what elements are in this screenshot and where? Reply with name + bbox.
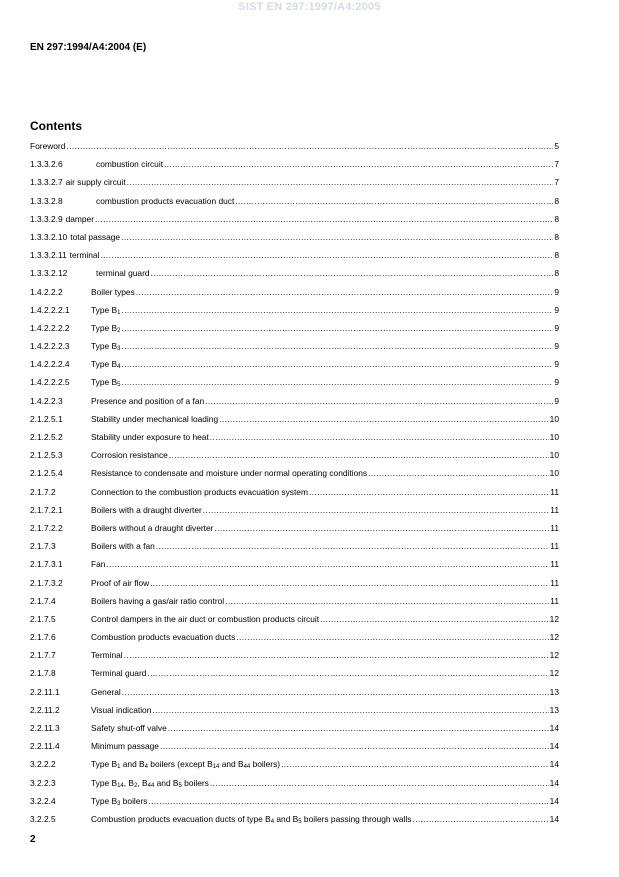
toc-entry[interactable] — [30, 646, 559, 664]
toc-entry-page: 12 — [549, 668, 559, 679]
toc-entry-title: Type $B_3$ boilers — [91, 795, 148, 807]
toc-entry-page: 14 — [549, 795, 559, 806]
toc-entry-title: damper — [65, 213, 95, 224]
toc-entry-title: air supply circuit — [65, 177, 126, 188]
toc-entry-title: Fan — [91, 559, 106, 570]
toc-entry-number: 2.2.11.1 — [30, 686, 60, 697]
toc-entry-title: Corrosion resistance — [91, 450, 168, 461]
toc-entry-page: 9 — [554, 395, 559, 406]
toc-entry-page: 11 — [550, 522, 559, 533]
toc-entry[interactable] — [30, 392, 559, 410]
toc-entry[interactable] — [30, 683, 559, 701]
toc-entry-page: 10 — [549, 432, 559, 442]
document-id-header: EN 297:1994/A4:2004 (E) — [30, 42, 147, 53]
toc-entry[interactable] — [30, 355, 559, 373]
toc-entry-title: Safety shut-off valve — [91, 723, 167, 733]
toc-entry-number: 1.4.2.2.2.4 — [30, 359, 70, 370]
toc-entry-title: Connection to the combustion products evacuation system — [91, 486, 308, 497]
toc-entry-title: Terminal — [91, 650, 123, 661]
toc-entry-page: 11 — [550, 559, 559, 570]
toc-entry[interactable] — [30, 173, 559, 191]
toc-entry[interactable] — [30, 755, 559, 773]
toc-entry-number: 1.3.3.2.8 — [30, 195, 63, 206]
toc-entry-title: combustion circuit — [96, 159, 164, 170]
toc-dot-leader — [368, 464, 549, 482]
toc-entry-title: Boilers with a draught diverter — [91, 504, 202, 515]
toc-entry-title: Minimum passage — [91, 741, 159, 752]
toc-dot-leader — [281, 755, 549, 773]
toc-entry-title: terminal guard — [96, 268, 150, 279]
toc-entry-number: 1.4.2.2.2.2 — [30, 322, 70, 333]
toc-entry-number: 1.3.3.2.11 — [30, 250, 67, 261]
toc-entry-number: 1.3.3.2.9 — [30, 213, 63, 224]
toc-dot-leader — [152, 701, 548, 719]
toc-dot-leader — [203, 501, 550, 519]
toc-dot-leader — [100, 246, 553, 264]
toc-entry-number: 1.4.2.2.3 — [30, 395, 63, 406]
toc-entry[interactable] — [30, 483, 559, 501]
toc-dot-leader — [148, 792, 548, 810]
toc-entry-number: 2.1.7.7 — [30, 650, 56, 661]
toc-entry-page: 13 — [549, 686, 559, 697]
toc-entry[interactable] — [30, 446, 559, 464]
toc-entry-number: 2.1.7.3.1 — [30, 559, 63, 570]
toc-entry-number: 2.1.7.4 — [30, 595, 56, 606]
toc-entry-number: 2.1.7.8 — [30, 668, 56, 679]
toc-dot-leader — [127, 173, 554, 191]
toc-entry-title: Terminal guard — [91, 668, 147, 679]
toc-entry[interactable] — [30, 628, 559, 646]
toc-dot-leader — [412, 810, 548, 828]
toc-dot-leader — [156, 537, 550, 555]
toc-entry[interactable] — [30, 610, 559, 628]
toc-entry-title: Visual indication — [91, 704, 152, 715]
toc-entry-page: 10 — [549, 413, 559, 424]
toc-entry-title: Boiler types — [91, 286, 135, 297]
toc-entry-page: 14 — [549, 813, 559, 824]
toc-dot-leader — [122, 683, 549, 701]
toc-entry-title: Combustion products evacuation ducts — [91, 632, 236, 643]
toc-entry[interactable] — [30, 155, 559, 173]
toc-entry-number: 3.2.2.5 — [30, 813, 56, 824]
page-number: 2 — [30, 834, 36, 845]
toc-dot-leader — [309, 483, 549, 501]
toc-dot-leader — [121, 373, 553, 391]
toc-dot-leader — [320, 610, 549, 628]
toc-entry-number: 2.1.2.5.3 — [30, 450, 63, 461]
toc-dot-leader — [214, 519, 549, 537]
toc-entry-title: total passage — [70, 231, 121, 242]
toc-dot-leader — [205, 392, 553, 410]
toc-entry[interactable] — [30, 246, 559, 264]
toc-entry-number: 3.2.2.3 — [30, 777, 56, 788]
toc-entry[interactable] — [30, 192, 559, 210]
toc-dot-leader — [147, 664, 548, 682]
toc-entry-page: 12 — [549, 650, 559, 661]
toc-entry-page: 14 — [549, 741, 559, 752]
toc-entry-page: 12 — [549, 632, 559, 643]
toc-dot-leader — [150, 574, 549, 592]
toc-dot-leader — [235, 192, 553, 210]
toc-dot-leader — [168, 719, 549, 737]
toc-entry-title: Stability under exposure to heat — [91, 432, 209, 442]
toc-entry[interactable] — [30, 574, 559, 592]
toc-entry-number: 2.1.7.6 — [30, 632, 56, 643]
toc-entry-page: 8 — [554, 195, 559, 206]
toc-dot-leader — [169, 446, 549, 464]
toc-entry-page: 9 — [554, 304, 559, 315]
toc-entry-title: General — [91, 686, 121, 697]
toc-entry-page: 14 — [549, 759, 559, 770]
toc-entry-page: 14 — [549, 723, 559, 733]
toc-dot-leader — [151, 264, 554, 282]
toc-entry[interactable] — [30, 664, 559, 682]
toc-entry-number: 2.1.7.3 — [30, 541, 56, 552]
toc-entry-number: 1.3.3.2.10 — [30, 231, 68, 242]
toc-dot-leader — [136, 283, 554, 301]
toc-dot-leader — [121, 355, 553, 373]
toc-entry-number: 1.4.2.2.2.3 — [30, 341, 70, 352]
toc-entry-page: 11 — [550, 595, 559, 606]
toc-entry-number: 2.1.2.5.1 — [30, 413, 63, 424]
toc-entry-title: Presence and position of a fan — [91, 395, 205, 406]
toc-entry-page: 7 — [554, 159, 559, 170]
toc-entry[interactable] — [30, 719, 559, 737]
toc-entry-page: 8 — [554, 250, 559, 261]
toc-entry[interactable] — [30, 210, 559, 228]
toc-entry-page: 12 — [549, 613, 559, 624]
toc-dot-leader — [210, 774, 549, 792]
toc-entry[interactable] — [30, 337, 559, 355]
toc-entry[interactable] — [30, 428, 559, 446]
toc-entry-page: 9 — [554, 341, 559, 352]
toc-entry-title: Stability under mechanical loading — [91, 413, 219, 424]
toc-entry-title: Foreword — [30, 141, 66, 151]
toc-dot-leader — [160, 737, 549, 755]
toc-entry[interactable] — [30, 519, 559, 537]
toc-entry-number: 1.3.3.2.6 — [30, 159, 63, 170]
toc-entry-title: terminal — [69, 250, 100, 261]
toc-entry[interactable] — [30, 137, 559, 155]
toc-entry-title: Boilers with a fan — [91, 541, 155, 552]
toc-entry-number: 1.4.2.2.2 — [30, 286, 63, 297]
toc-entry-title: Boilers without a draught diverter — [91, 522, 214, 533]
toc-entry-title: Type $B_1$ and $B_4$ boilers (except $B_{14}$ and $B_{44}$ boilers) — [91, 759, 281, 771]
toc-entry[interactable] — [30, 737, 559, 755]
toc-entry-page: 9 — [554, 377, 559, 388]
toc-entry-page: 8 — [554, 268, 559, 279]
toc-entry-title: Boilers having a gas/air ratio control — [91, 595, 225, 606]
toc-dot-leader — [225, 592, 549, 610]
toc-entry[interactable] — [30, 410, 559, 428]
toc-entry[interactable] — [30, 501, 559, 519]
toc-entry[interactable] — [30, 701, 559, 719]
toc-entry-page: 10 — [549, 450, 559, 461]
toc-entry-number: 2.1.2.5.2 — [30, 432, 63, 442]
toc-entry-title: Type $B_5$ — [91, 377, 121, 389]
toc-entry-title: Control dampers in the air duct or combustion products circuit — [91, 613, 320, 624]
toc-entry-page: 11 — [550, 541, 559, 552]
toc-dot-leader — [121, 301, 553, 319]
toc-entry-number: 1.4.2.2.2.5 — [30, 377, 70, 388]
toc-dot-leader — [121, 228, 553, 246]
toc-entry[interactable] — [30, 464, 559, 482]
toc-entry-number: 3.2.2.4 — [30, 795, 56, 806]
toc-entry-number: 2.2.11.3 — [30, 723, 60, 733]
toc-entry-page: 5 — [554, 141, 559, 151]
toc-entry-number: 3.2.2.2 — [30, 759, 56, 770]
toc-entry-page: 9 — [554, 322, 559, 333]
toc-entry[interactable] — [30, 537, 559, 555]
toc-entry-number: 2.1.7.2.2 — [30, 522, 63, 533]
table-of-contents — [30, 137, 559, 828]
toc-entry-page: 8 — [554, 213, 559, 224]
toc-entry-number: 1.3.3.2.7 — [30, 177, 63, 188]
toc-entry-page: 14 — [549, 777, 559, 788]
toc-dot-leader — [66, 137, 553, 155]
toc-entry-title: Proof of air flow — [91, 577, 150, 588]
toc-entry[interactable] — [30, 373, 559, 391]
toc-entry-number: 1.4.2.2.2.1 — [30, 304, 70, 315]
toc-dot-leader — [236, 628, 548, 646]
toc-entry-title: Type $B_2$ — [91, 322, 121, 334]
toc-dot-leader — [210, 428, 549, 446]
contents-heading: Contents — [30, 119, 82, 133]
toc-entry-page: 9 — [554, 359, 559, 370]
toc-entry-title: Type $B_{14}$, $B_2$, $B_{44}$ and $B_5$ boilers — [91, 777, 209, 789]
toc-entry-number: 2.2.11.4 — [30, 741, 60, 752]
toc-entry[interactable] — [30, 283, 559, 301]
toc-dot-leader — [106, 555, 549, 573]
toc-entry-page: 11 — [550, 577, 559, 588]
toc-entry-title: Type $B_3$ — [91, 341, 121, 353]
toc-entry-title: combustion products evacuation duct — [96, 195, 235, 206]
toc-dot-leader — [164, 155, 553, 173]
toc-dot-leader — [121, 319, 553, 337]
toc-entry[interactable] — [30, 810, 559, 828]
toc-dot-leader — [219, 410, 549, 428]
toc-entry-page: 13 — [549, 704, 559, 715]
toc-entry-page: 7 — [554, 177, 559, 188]
toc-entry-title: Resistance to condensate and moisture under normal operating conditions — [91, 468, 368, 479]
toc-entry-number: 2.1.7.2.1 — [30, 504, 63, 515]
watermark: SIST EN 297:1997/A4:2005 — [238, 1, 381, 13]
toc-entry-number: 2.2.11.2 — [30, 704, 60, 715]
toc-entry[interactable] — [30, 319, 559, 337]
toc-entry-title: Combustion products evacuation ducts of type $B_4$ and $B_5$ boilers passing through walls — [91, 813, 412, 825]
toc-entry[interactable] — [30, 228, 559, 246]
toc-dot-leader — [121, 337, 553, 355]
toc-entry[interactable] — [30, 264, 559, 282]
toc-entry[interactable] — [30, 301, 559, 319]
toc-dot-leader — [124, 646, 549, 664]
toc-entry[interactable] — [30, 555, 559, 573]
toc-entry[interactable] — [30, 792, 559, 810]
toc-entry-page: 8 — [554, 231, 559, 242]
toc-entry[interactable] — [30, 592, 559, 610]
toc-entry-number: 2.1.7.5 — [30, 613, 56, 624]
toc-entry-number: 2.1.2.5.4 — [30, 468, 63, 479]
toc-entry-number: 1.3.3.2.12 — [30, 268, 68, 279]
toc-entry-page: 9 — [554, 286, 559, 297]
toc-entry[interactable] — [30, 774, 559, 792]
toc-entry-page: 11 — [550, 486, 559, 497]
toc-entry-page: 11 — [550, 504, 559, 515]
toc-entry-title: Type $B_4$ — [91, 359, 121, 371]
toc-entry-number: 2.1.7.3.2 — [30, 577, 63, 588]
toc-dot-leader — [95, 210, 553, 228]
toc-entry-page: 10 — [549, 468, 559, 479]
toc-entry-title: Type $B_1$ — [91, 304, 121, 316]
toc-entry-number: 2.1.7.2 — [30, 486, 56, 497]
